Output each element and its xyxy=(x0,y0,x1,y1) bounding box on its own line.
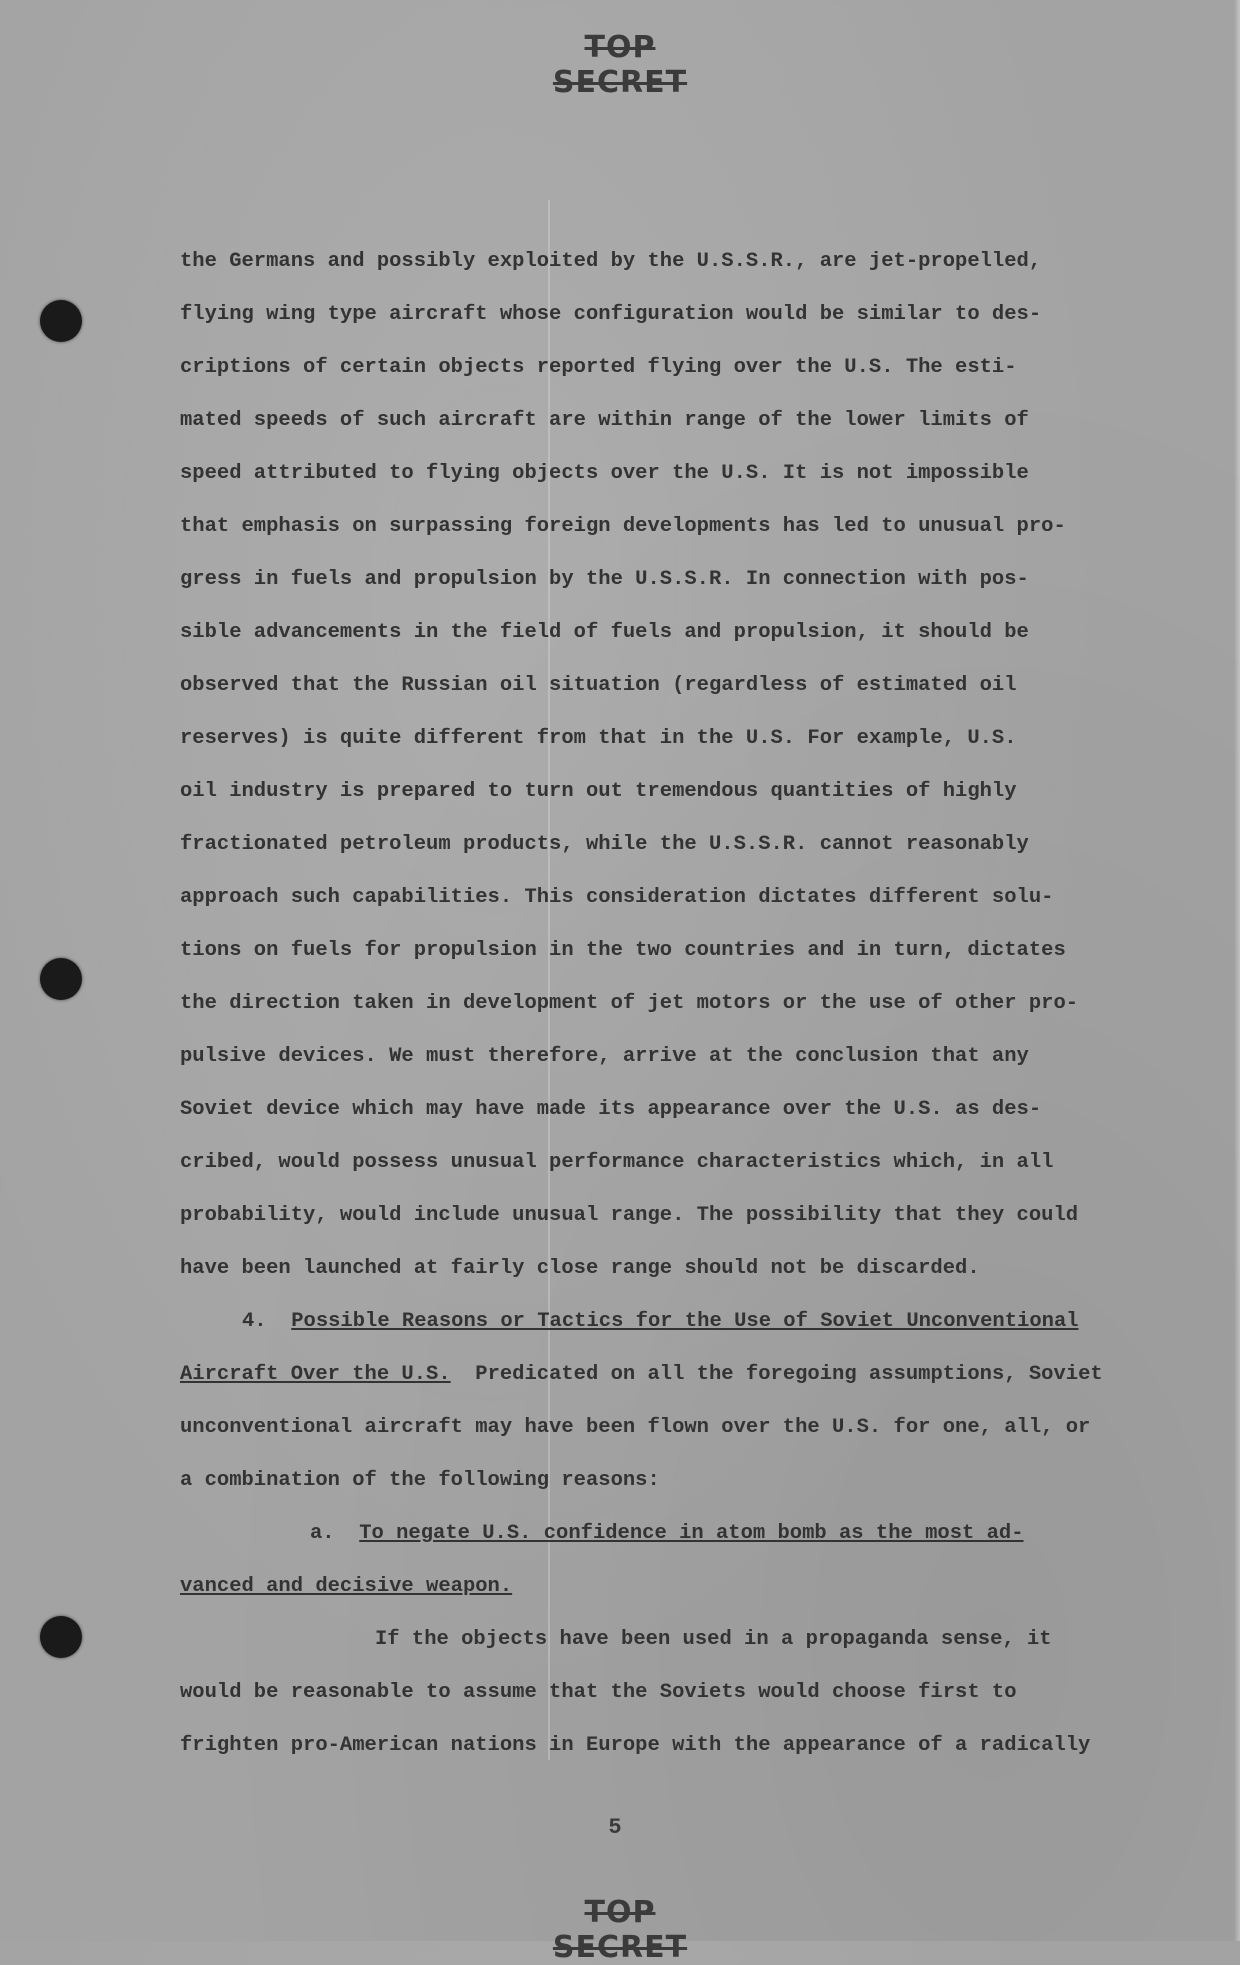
punch-hole xyxy=(40,958,82,1000)
body-line: pulsive devices. We must therefore, arrive at the conclusion that any xyxy=(180,1045,1029,1068)
classification-footer: TOP SECRET xyxy=(552,1895,688,1965)
punch-hole xyxy=(40,1616,82,1658)
body-line: flying wing type aircraft whose configuration would be similar to des- xyxy=(180,303,1042,326)
subsection-a-heading xyxy=(180,1507,1190,1560)
page-edge xyxy=(1234,0,1240,1941)
body-line: that emphasis on surpassing foreign developments has led to unusual pro- xyxy=(180,515,1066,538)
punch-hole xyxy=(40,300,82,342)
classification-header: TOP SECRET xyxy=(552,30,688,100)
body-line: would be reasonable to assume that the Soviets would choose first to xyxy=(180,1681,1017,1704)
body-line: the direction taken in development of jet motors or the use of other pro- xyxy=(180,992,1079,1015)
body-line: a combination of the following reasons: xyxy=(180,1469,660,1492)
body-line: approach such capabilities. This consideration dictates different solu- xyxy=(180,886,1054,909)
subsection-heading-text: To negate U.S. confidence in atom bomb as the most ad- xyxy=(359,1522,1024,1545)
body-line: the Germans and possibly exploited by the U.S.S.R., are jet-propelled, xyxy=(180,250,1042,273)
section-number: 4. xyxy=(242,1310,267,1333)
section-heading-text: Possible Reasons or Tactics for the Use of Soviet Unconventional xyxy=(291,1310,1079,1333)
body-line: speed attributed to flying objects over the U.S. It is not impossible xyxy=(180,462,1029,485)
body-line: frighten pro-American nations in Europe with the appearance of a radically xyxy=(180,1734,1091,1757)
body-text: Predicated on all the foregoing assumptions, Soviet xyxy=(475,1363,1103,1386)
subsection-letter: a. xyxy=(310,1522,335,1545)
body-line: criptions of certain objects reported flying over the U.S. The esti- xyxy=(180,356,1017,379)
section-4-heading-cont xyxy=(180,1348,1190,1401)
body-line: mated speeds of such aircraft are within range of the lower limits of xyxy=(180,409,1029,432)
body-line: observed that the Russian oil situation (regardless of estimated oil xyxy=(180,674,1017,697)
page-number: 5 xyxy=(608,1815,622,1840)
subsection-a-heading-cont xyxy=(180,1560,1190,1613)
body-line: gress in fuels and propulsion by the U.S.S.R. In connection with pos- xyxy=(180,568,1029,591)
body-line: have been launched at fairly close range should not be discarded. xyxy=(180,1257,980,1280)
body-line: reserves) is quite different from that in the U.S. For example, U.S. xyxy=(180,727,1017,750)
subsection-heading-text: vanced and decisive weapon. xyxy=(180,1575,513,1598)
body-line: fractionated petroleum products, while the U.S.S.R. cannot reasonably xyxy=(180,833,1029,856)
section-heading-text: Aircraft Over the U.S. xyxy=(180,1363,451,1386)
body-line: unconventional aircraft may have been flown over the U.S. for one, all, or xyxy=(180,1416,1091,1439)
section-4-heading xyxy=(180,1295,1190,1348)
body-line: cribed, would possess unusual performance characteristics which, in all xyxy=(180,1151,1054,1174)
body-line: probability, would include unusual range. The possibility that they could xyxy=(180,1204,1079,1227)
body-line: oil industry is prepared to turn out tremendous quantities of highly xyxy=(180,780,1017,803)
document-body xyxy=(180,235,1190,1772)
body-line: If the objects have been used in a propaganda sense, it xyxy=(375,1628,1052,1651)
body-line: tions on fuels for propulsion in the two countries and in turn, dictates xyxy=(180,939,1066,962)
body-line: Soviet device which may have made its appearance over the U.S. as des- xyxy=(180,1098,1042,1121)
body-line: sible advancements in the field of fuels and propulsion, it should be xyxy=(180,621,1029,644)
